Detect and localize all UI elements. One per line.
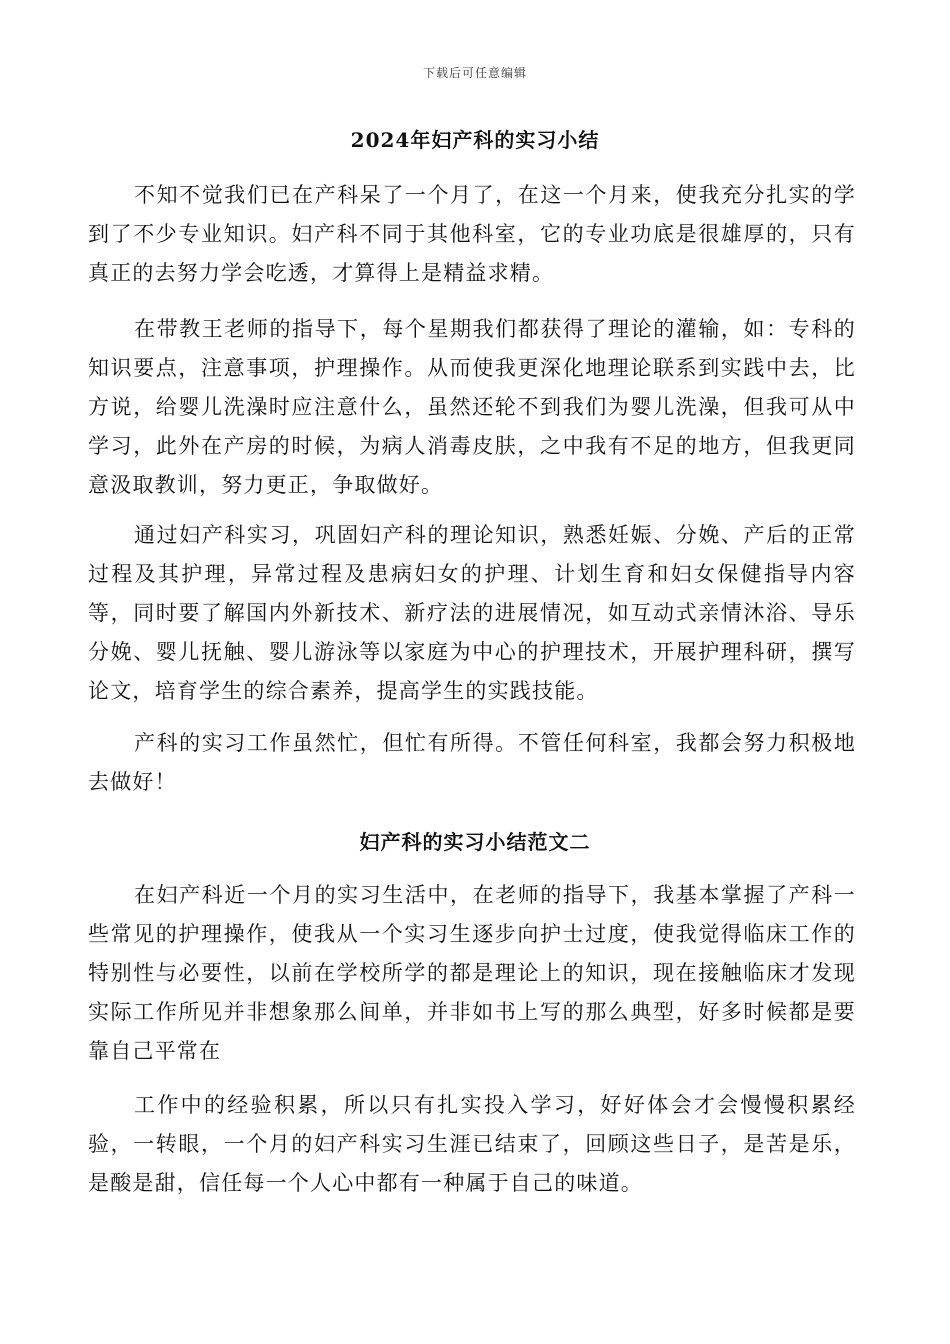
page-header: 下载后可任意编辑 xyxy=(422,66,527,80)
section-1-paragraph-1: 不知不觉我们已在产科呆了一个月了，在这一个月来，使我充分扎实的学到了不少专业知识。妇产科不同于其他科室，它的专业功底是很雄厚的，只有真正的去努力学会吃透，才算得上是精益求精。 xyxy=(88,183,856,285)
section-1-title: 2024年妇产科的实习小结 xyxy=(350,128,600,152)
section-2-paragraph-2: 工作中的经验积累，所以只有扎实投入学习，好好体会才会慢慢积累经验，一转眼，一个月的妇产科实习生涯已结束了，回顾这些日子，是苦是乐，是酸是甜，信任每一个人心中都有一种属于自己的味道。 xyxy=(88,1093,856,1195)
section-2-paragraph-1: 在妇产科近一个月的实习生活中，在老师的指导下，我基本掌握了产科一些常见的护理操作，使我从一个实习生逐步向护士过度，使我觉得临床工作的特别性与必要性，以前在学校所学的都是理论上的知识，现在接触临床才发现实际工作所见并非想象那么间单，并非如书上写的那么典型，好多时候都是要靠自己平常在 xyxy=(88,883,856,1063)
section-1-paragraph-2: 在带教王老师的指导下，每个星期我们都获得了理论的灌输，如：专科的知识要点，注意事项，护理操作。从而使我更深化地理论联系到实践中去，比方说，给婴儿洗澡时应注意什么，虽然还轮不到我们为婴儿洗澡，但我可从中学习，此外在产房的时候，为病人消毒皮肤，之中我有不足的地方，但我更同意汲取教训，努力更正，争取做好。 xyxy=(88,317,856,497)
section-2-title: 妇产科的实习小结范文二 xyxy=(359,830,591,854)
section-1-paragraph-3: 通过妇产科实习，巩固妇产科的理论知识，熟悉妊娠、分娩、产后的正常过程及其护理，异常过程及患病妇女的护理、计划生育和妇女保健指导内容等，同时要了解国内外新技术、新疗法的进展情况，如互动式亲情沐浴、导乐分娩、婴儿抚触、婴儿游泳等以家庭为中心的护理技术，开展护理科研，撰写论文，培育学生的综合素养，提高学生的实践技能。 xyxy=(88,523,856,703)
section-1-paragraph-4: 产科的实习工作虽然忙，但忙有所得。不管任何科室，我都会努力积极地去做好！ xyxy=(88,731,856,794)
